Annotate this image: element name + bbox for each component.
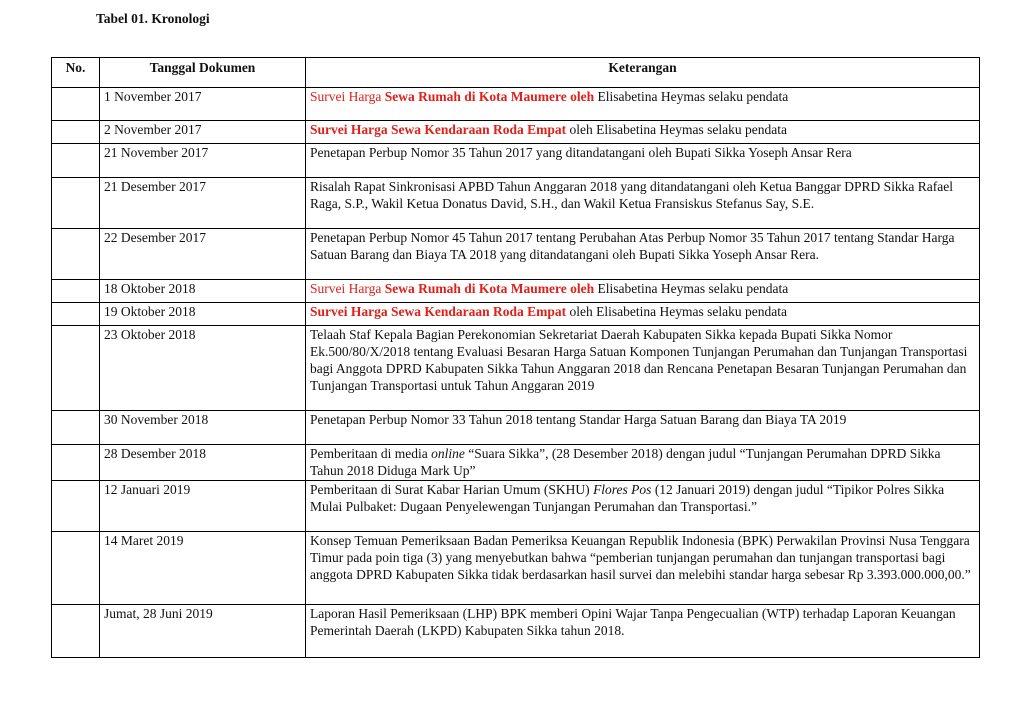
description-text: Elisabetina Heymas selaku pendata <box>594 89 789 104</box>
cell-no <box>52 88 100 121</box>
header-description: Keterangan <box>306 58 980 88</box>
cell-description <box>306 280 980 303</box>
cell-no <box>52 303 100 326</box>
table-caption: Tabel 01. Kronologi <box>96 11 210 26</box>
header-no: No. <box>52 58 100 88</box>
header-date: Tanggal Dokumen <box>100 58 306 88</box>
cell-description <box>306 144 980 178</box>
cell-no <box>52 411 100 445</box>
cell-date: 21 Desember 2017 <box>100 178 306 229</box>
description-text: Telaah Staf Kepala Bagian Perekonomian Sekretariat Daerah Kabupaten Sikka kepada Bupati Sikka Nomor Ek.500/80/X/2018 tentang Evaluasi Besaran Harga Satuan Komponen Tunjangan Perumahan dan Tunjangan Transportasi bagi Anggota DPRD Kabupaten Sikka Tahun Anggaran 2018 dan Rencana Penetapan Besaran Tunjangan Perumahan dan Tunjangan Transportasi untuk Tahun Anggaran 2019 <box>310 327 968 393</box>
table-body <box>52 88 980 658</box>
cell-description <box>306 88 980 121</box>
cell-description <box>306 411 980 445</box>
description-text: Penetapan Perbup Nomor 33 Tahun 2018 tentang Standar Harga Satuan Barang dan Biaya TA 2019 <box>310 412 847 427</box>
table-row <box>52 605 980 658</box>
cell-no <box>52 178 100 229</box>
description-text: Pemberitaan di Surat Kabar Harian Umum (SKHU) <box>310 482 594 497</box>
description-text: Elisabetina Heymas selaku pendata <box>594 281 789 296</box>
cell-no <box>52 481 100 532</box>
cell-description <box>306 303 980 326</box>
description-text: Penetapan Perbup Nomor 35 Tahun 2017 yang ditandatangani oleh Bupati Sikka Yoseph Ansar Rera <box>310 145 852 160</box>
cell-date: 19 Oktober 2018 <box>100 303 306 326</box>
cell-description <box>306 445 980 481</box>
table-row <box>52 229 980 280</box>
description-text: Pemberitaan di media <box>310 446 432 461</box>
description-text: Laporan Hasil Pemeriksaan (LHP) BPK memberi Opini Wajar Tanpa Pengecualian (WTP) terhadap Laporan Keuangan Pemerintah Daerah (LKPD) Kabupaten Sikka tahun 2018. <box>310 606 956 638</box>
table-row <box>52 178 980 229</box>
description-text: Sewa Rumah di Kota Maumere oleh <box>384 281 595 296</box>
description-text: oleh Elisabetina Heymas selaku pendata <box>566 122 787 137</box>
cell-date: 1 November 2017 <box>100 88 306 121</box>
table-row <box>52 280 980 303</box>
description-text: (12 Januari 2019) dengan judul “Tipikor Polres Sikka Mulai Pulbaket: Dugaan Penyelewengan Tunjangan Perumahan dan Transportasi.” <box>310 482 945 514</box>
cell-no <box>52 144 100 178</box>
chronology-table <box>51 57 980 658</box>
cell-description <box>306 326 980 411</box>
description-text: Survei Harga Sewa Kendaraan Roda Empat <box>310 304 567 319</box>
cell-date: 21 November 2017 <box>100 144 306 178</box>
cell-no <box>52 326 100 411</box>
table-row <box>52 88 980 121</box>
cell-date: Jumat, 28 Juni 2019 <box>100 605 306 658</box>
table-row <box>52 481 980 532</box>
table-row <box>52 303 980 326</box>
cell-description <box>306 605 980 658</box>
table-row <box>52 411 980 445</box>
cell-no <box>52 605 100 658</box>
cell-no <box>52 532 100 605</box>
description-text: Konsep Temuan Pemeriksaan Badan Pemeriksa Keuangan Republik Indonesia (BPK) Perwakilan Provinsi Nusa Tenggara Timur pada poin tiga (3) yang menyebutkan bahwa “pemberian tunjangan perumahan dan tunjangan transportasi bagi anggota DPRD Kabupaten Sikka tidak berdasarkan hasil survei dan melebihi standar harga sebesar Rp 3.393.000.000,00.” <box>310 533 971 582</box>
cell-no <box>52 280 100 303</box>
cell-date: 12 Januari 2019 <box>100 481 306 532</box>
description-text: Sewa Rumah di Kota Maumere oleh <box>384 89 595 104</box>
cell-date: 18 Oktober 2018 <box>100 280 306 303</box>
table-row <box>52 144 980 178</box>
cell-no <box>52 445 100 481</box>
cell-date: 28 Desember 2018 <box>100 445 306 481</box>
cell-date: 23 Oktober 2018 <box>100 326 306 411</box>
description-text: Survei Harga Sewa Kendaraan Roda Empat <box>310 122 567 137</box>
cell-description <box>306 532 980 605</box>
description-text: Survei Harga <box>310 281 385 296</box>
cell-description <box>306 481 980 532</box>
description-text: Risalah Rapat Sinkronisasi APBD Tahun Anggaran 2018 yang ditandatangani oleh Ketua Banggar DPRD Sikka Rafael Raga, S.P., Wakil Ketua Donatus David, S.H., dan Wakil Ketua Fransiskus Stefanus Say, S.E. <box>310 179 953 211</box>
description-text: Flores Pos <box>593 482 652 497</box>
table-row <box>52 326 980 411</box>
cell-description <box>306 178 980 229</box>
description-text: “Suara Sikka”, (28 Desember 2018) dengan judul “Tunjangan Perumahan DPRD Sikka Tahun 2018 Diduga Mark Up” <box>310 446 941 478</box>
description-text: Survei Harga <box>310 89 385 104</box>
description-text: oleh Elisabetina Heymas selaku pendata <box>566 304 787 319</box>
cell-date: 30 November 2018 <box>100 411 306 445</box>
table-header-row <box>52 58 980 88</box>
cell-date: 14 Maret 2019 <box>100 532 306 605</box>
table-row <box>52 445 980 481</box>
cell-description <box>306 121 980 144</box>
table-row <box>52 121 980 144</box>
description-text: Penetapan Perbup Nomor 45 Tahun 2017 tentang Perubahan Atas Perbup Nomor 35 Tahun 2017 tentang Standar Harga Satuan Barang dan Biaya TA 2018 yang ditandatangani oleh Bupati Sikka Yoseph Ansar Rera. <box>310 230 955 262</box>
table-row <box>52 532 980 605</box>
description-text: online <box>431 446 465 461</box>
cell-no <box>52 121 100 144</box>
cell-no <box>52 229 100 280</box>
cell-date: 22 Desember 2017 <box>100 229 306 280</box>
cell-date: 2 November 2017 <box>100 121 306 144</box>
cell-description <box>306 229 980 280</box>
